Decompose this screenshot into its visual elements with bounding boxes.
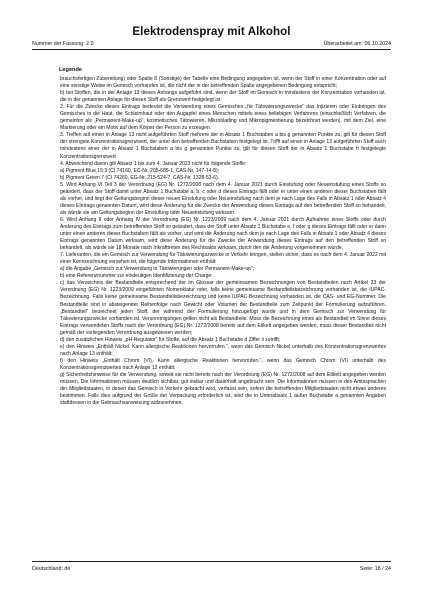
paragraph: c) das Verzeichnis der Bestandteile entsprechend der im Glossar der gemeinsamen Bezeichnungen von Bestandteilen nach Artikel 33 der Verordnung (EG) Nr. 1223/2009 eingeführten Nomenklatur oder, falls keine gemeinsame Bestandteilsbezeichnung vorhanden ist, die IUPAC-Bezeichnung. Falls keine gemeinsame Bestandteilsbezeichnung und keine IUPAC-Bezeichnung vorhanden ist, die CAS- und EG-Nummer. Die Bestandteile sind in absteigender Reihenfolge nach Gewicht oder Volumen der Bestandteile zum Zeitpunkt der Formulierung aufzuführen. „Bestandteil“ bezeichnet jeden Stoff, der während der Formulierung hinzugefügt wurde und in dem Gemisch zur Verwendung für Tätowierungszwecke vorhanden ist. Verunreinigungen gelten nicht als Bestandteile. Muss die Bezeichnung eines als Bestandteil im Sinne dieses Eintrags verwendeten Stoffs nach der Verordnung (EG) Nr. 1272/2008 bereits auf dem Etikett angegeben werden, muss dieser Bestandteil nicht gemäß der vorliegenden Verordnung ausgewiesen werden; bbox=[60, 280, 386, 336]
paragraph: brauchsfertigen Zubereitung) oder Spalte 8 (Sonstige) der Tabelle eine Bedingung angegeben ist, wenn der Stoff in einer Konzentration oder auf eine sonstige Weise im Gemisch vorhanden ist, die nicht der in der betreffenden Spalte angegebenen Bedingung entspricht; bbox=[60, 76, 386, 90]
footer-page-number: Seite: 18 / 24 bbox=[359, 566, 391, 572]
version-number: Nummer der Fassung: 2.0 bbox=[32, 41, 94, 47]
footer-country: Deutschland: de bbox=[32, 566, 71, 572]
paragraph: e) den Hinweis „Enthält Nickel. Kann allergische Reaktionen hervorrufen.“, wenn das Gemisch Nickel unterhalb des Konzentrationsgrenzwertes nach Anlage 13 enthält; bbox=[60, 343, 386, 357]
paragraph: d) den zusätzlichen Hinweis „pH-Regulator“ für Stoffe, auf die Absatz 1 Buchstabe d Ziffer ii zutrifft; bbox=[60, 336, 281, 343]
revision-date: Überarbeitet am: 06.10.2024 bbox=[323, 41, 391, 47]
paragraph: a) Pigment Blue 15:3 (CI 74160, EC-Nr. 205-685-1, CAS-Nr. 147-14-8); bbox=[60, 167, 220, 174]
paragraph: b) eine Referenznummer zur eindeutigen Identifizierung der Charge; bbox=[60, 273, 213, 280]
paragraph: g) Sicherheitshinweise für die Verwendung, soweit sie nicht bereits nach der Verordnung (EG) Nr. 1272/2008 auf dem Etikett angegeben werden müssen. Die Informationen müssen deutlich sichtbar, gut lesbar und dauerhaft angebracht sein. Die Informationen müssen in den Amtssprachen der Mitgliedstaaten, in denen das Gemisch in Verkehr gebracht wird, verfasst sein, sofern die betreffenden Mitgliedstaaten nicht etwas anderes bestimmen. Falls dies aufgrund der Größe der Verpackung erforderlich ist, sind die in Unterabsatz 1 außer Buchstabe a genannten Angaben stattdessen in die Gebrauchsanweisung aufzunehmen. bbox=[60, 371, 386, 407]
paragraph: 5. Wird Anhang VI Teil 3 der Verordnung (EG) Nr. 1272/2008 nach dem 4. Januar 2021 durch Einstufung oder Neueinstufung eines Stoffs so geändert, dass der Stoff damit unter Absatz 1 Buchstabe a, b, c oder d dieses Eintrags fällt oder er unter einen anderen dieser Buchstaben fällt als vorher, und liegt der Geltungsbeginn dieser neuen Einstufung oder Neueinstufung nach dem je nach Lage des Falls in Absatz 1 oder Absatz 4 dieses Eintrags genannten Datum, wird diese Änderung für die Zwecke der Anwendung dieses Eintrags auf den betreffenden Stoff so behandelt, als würde sie am Geltungsbeginn der Einstufung oder Neueinstufung wirksam. bbox=[60, 181, 386, 216]
paragraph: a) die Angabe „Gemisch zur Verwendung in Tätowierungen oder Permanent-Make-up“; bbox=[60, 266, 255, 273]
paragraph: b) Pigment Green 7 (CI 74260, EG-Nr. 215-524-7, CAS-Nr. 1328-53-6). bbox=[60, 174, 220, 181]
legend-body bbox=[60, 76, 386, 407]
footer-divider bbox=[32, 561, 391, 562]
paragraph: 6. Wird Anhang II oder Anhang IV der Verordnung (EG) Nr. 1223/2009 nach dem 4. Januar 2021 durch Aufnahme eines Stoffs oder durch Änderung des Eintrags zum betreffenden Stoff so geändert, dass der Stoff unter Absatz 1 Buchstabe e, f oder g dieses Eintrags fällt oder er dann unter einen anderen dieser Buchstaben fällt als vorher, und wird die Änderung nach dem je nach Lage des Falls in Absatz 1 oder Absatz 4 dieses Eintrags genannten Datum wirksam, wird diese Änderung für die Zwecke der Anwendung dieses Eintrags auf den betreffenden Stoff so behandelt, als würde sie 18 Monate nach Inkrafttreten des Rechtsakts wirksam, durch den die Änderung vorgenommen wurde. bbox=[60, 216, 386, 252]
header-divider bbox=[32, 49, 391, 50]
paragraph: 3. Treffen auf einen in Anlage 13 nicht aufgeführten Stoff mehrere der in Absatz 1 Buchstaben a bis g genannten Punkte zu, gilt für diesen Stoff der strengste Konzentrationsgrenzwert, der unter den betreffenden Buchstaben festgelegt ist. Trifft auf einen in Anlage 13 aufgeführten Stoff auch mindestens einer der in Absatz 1 Buchstaben a bis g genannten Punkte zu, gilt für diesen Stoff der in Absatz 1 Buchstabe h festgelegte Konzentrationsgrenzwert. bbox=[60, 132, 386, 160]
paragraph: 4. Abweichend davon gilt Absatz 1 bis zum 4. Januar 2023 nicht für folgende Stoffe: bbox=[60, 160, 247, 167]
document-title: Elektrodenspray mit Alkohol bbox=[132, 26, 291, 38]
paragraph: 7. Lieferanten, die ein Gemisch zur Verwendung für Tätowierungszwecke in Verkehr bringen, stellen sicher, dass es nach dem 4. Januar 2022 mit einer Kennzeichnung versehen ist, die folgende Informationen enthält: bbox=[60, 252, 386, 266]
paragraph: f) den Hinweis „Enthält Chrom (VI). Kann allergische Reaktionen hervorrufen.“, wenn das Gemisch Chrom (VI) unterhalb des Konzentrationsgrenzwertes nach Anlage 13 enthält; bbox=[60, 357, 386, 371]
paragraph: 2. Für die Zwecke dieses Eintrags bedeutet die Verwendung eines Gemisches „für Tätowierungszwecke“ das Injizieren oder Einbringen des Gemisches in die Haut, die Schleimhaut oder den Augapfel eines Menschen mittels eines beliebigen Verfahrens (einschließlich Verfahren, die gemeinhin als „Permanent-Make-up“, kosmetisches Tätowieren, Mikroblading und Mikropigmentierung bezeichnet werden), mit dem Ziel, eine Markierung oder ein Motiv auf dem Körper der Person zu erzeugen. bbox=[60, 104, 386, 132]
paragraph: b) bei Stoffen, die in der Anlage 13 dieses Anhangs aufgeführt sind, wenn der Stoff im Gemisch in mindestens der Konzentration vorhanden ist, die in der genannten Anlage für diesen Stoff als Grenzwert festgelegt ist. bbox=[60, 90, 386, 104]
section-heading: Legende bbox=[59, 67, 83, 73]
